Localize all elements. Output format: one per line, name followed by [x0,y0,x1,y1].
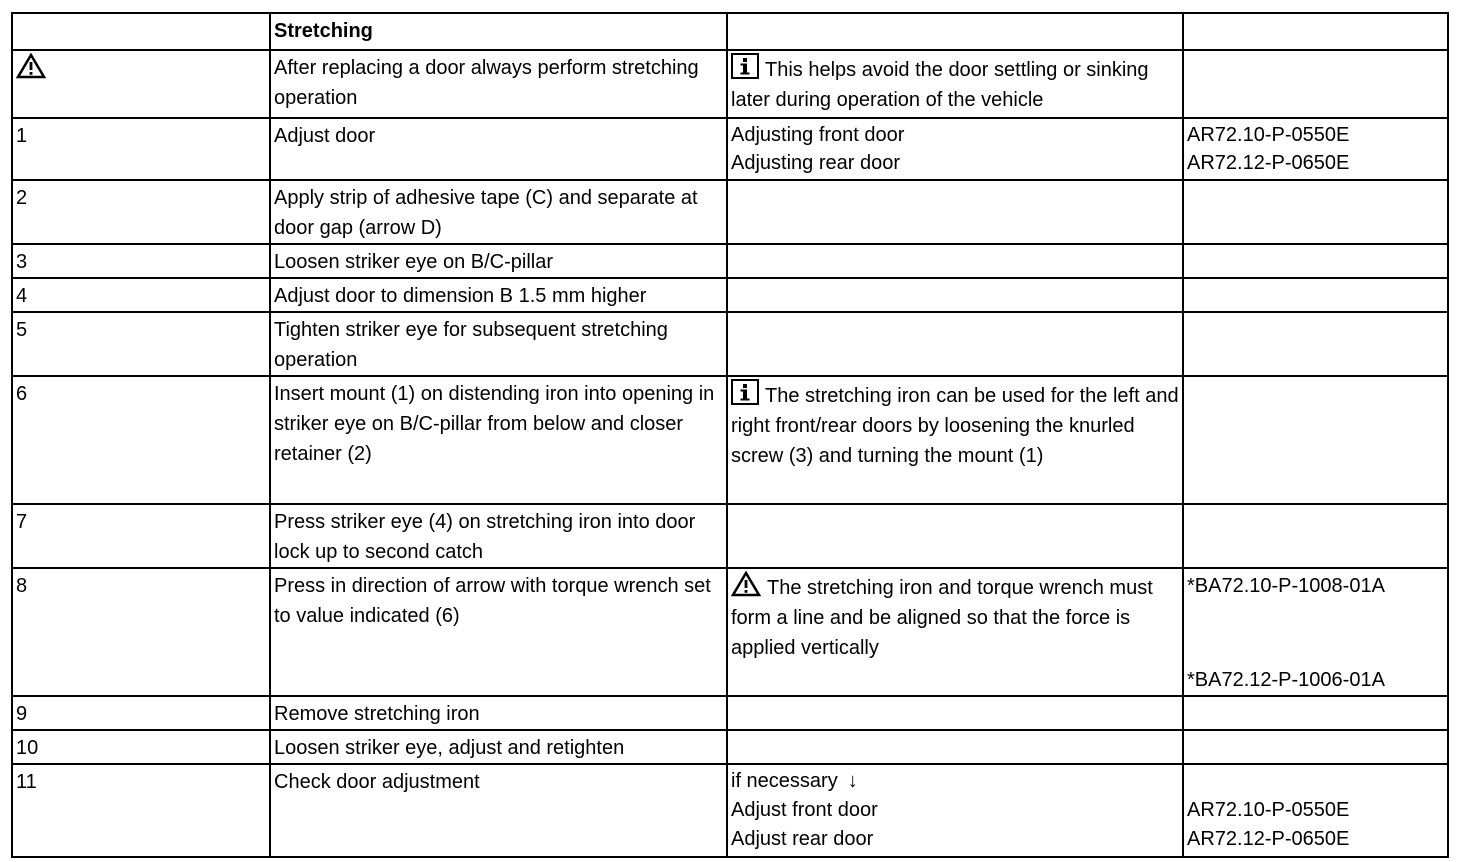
ref-cell [1183,312,1448,376]
note-cell [727,180,1183,244]
link-adjust-front-door[interactable]: Adjust front door [731,799,878,821]
step-number: 11 [12,764,270,857]
ref-cell [1183,50,1448,118]
note-cell [727,504,1183,568]
step-number: 1 [12,118,270,180]
note-cell [727,764,1183,857]
arrow-down-icon: ↓ [847,770,858,792]
ref-cell [1183,730,1448,764]
warning-icon [16,53,46,79]
ref-cell [1183,278,1448,312]
header-note-cell [727,13,1183,50]
ref-cell [1183,764,1448,857]
action-cell: Loosen striker eye, adjust and retighten [270,730,727,764]
procedure-table [11,12,1449,858]
ref-link[interactable]: *BA72.10-P-1008-01A [1187,575,1385,597]
note-cell [727,278,1183,312]
note-cell [727,118,1183,180]
table-row [12,568,1448,696]
note-text: This helps avoid the door settling or sinking later during operation of the vehicle [731,59,1149,111]
header-step-cell [12,13,270,50]
table-row [12,696,1448,730]
ref-link[interactable]: *BA72.12-P-1006-01A [1187,669,1385,691]
note-cell [727,730,1183,764]
note-cell [727,568,1183,696]
note-text: The stretching iron and torque wrench must form a line and be aligned so that the force is applied vertically [731,577,1153,659]
step-number: 9 [12,696,270,730]
table-row [12,376,1448,504]
table-row [12,730,1448,764]
table-row [12,312,1448,376]
step-number: 2 [12,180,270,244]
ref-cell [1183,696,1448,730]
action-cell: After replacing a door always perform stretching operation [270,50,727,118]
step-cell [12,50,270,118]
action-cell: Apply strip of adhesive tape (C) and separate at door gap (arrow D) [270,180,727,244]
action-cell: Press in direction of arrow with torque wrench set to value indicated (6) [270,568,727,696]
action-cell: Loosen striker eye on B/C-pillar [270,244,727,278]
note-cell [727,376,1183,504]
step-number: 3 [12,244,270,278]
ref-cell [1183,568,1448,696]
step-number: 4 [12,278,270,312]
step-number: 7 [12,504,270,568]
ref-link[interactable]: AR72.12-P-0650E [1187,152,1350,174]
step-number: 5 [12,312,270,376]
header-title: Stretching [270,13,727,50]
link-adjusting-rear-door[interactable]: Adjusting rear door [731,152,900,174]
warning-icon [731,571,761,597]
link-adjusting-front-door[interactable]: Adjusting front door [731,124,905,146]
link-adjust-rear-door[interactable]: Adjust rear door [731,828,874,850]
ref-link[interactable]: AR72.12-P-0650E [1187,828,1350,850]
table-row [12,180,1448,244]
action-cell: Check door adjustment [270,764,727,857]
note-cell [727,244,1183,278]
action-cell: Press striker eye (4) on stretching iron into door lock up to second catch [270,504,727,568]
ref-cell [1183,180,1448,244]
table-row [12,50,1448,118]
table-row [12,118,1448,180]
ref-link[interactable]: AR72.10-P-0550E [1187,799,1350,821]
action-cell: Insert mount (1) on distending iron into opening in striker eye on B/C-pillar from below and closer retainer (2) [270,376,727,504]
table-row [12,504,1448,568]
table-row [12,764,1448,857]
action-cell: Remove stretching iron [270,696,727,730]
ref-link[interactable]: AR72.10-P-0550E [1187,124,1350,146]
ref-cell [1183,244,1448,278]
step-number: 8 [12,568,270,696]
table-row [12,244,1448,278]
action-cell: Adjust door to dimension B 1.5 mm higher [270,278,727,312]
step-number: 6 [12,376,270,504]
table-row [12,278,1448,312]
note-cell [727,50,1183,118]
note-cell [727,696,1183,730]
note-text: The stretching iron can be used for the left and right front/rear doors by loosening the knurled screw (3) and turning the mount (1) [731,385,1179,467]
info-icon [731,53,759,79]
step-number: 10 [12,730,270,764]
ref-cell [1183,118,1448,180]
header-ref-cell [1183,13,1448,50]
header-row [12,13,1448,50]
ref-cell [1183,376,1448,504]
action-cell: Tighten striker eye for subsequent stretching operation [270,312,727,376]
if-necessary-line [731,767,1179,796]
action-cell: Adjust door [270,118,727,180]
info-icon [731,379,759,405]
note-cell [727,312,1183,376]
if-necessary-text: if necessary [731,770,838,792]
ref-cell [1183,504,1448,568]
